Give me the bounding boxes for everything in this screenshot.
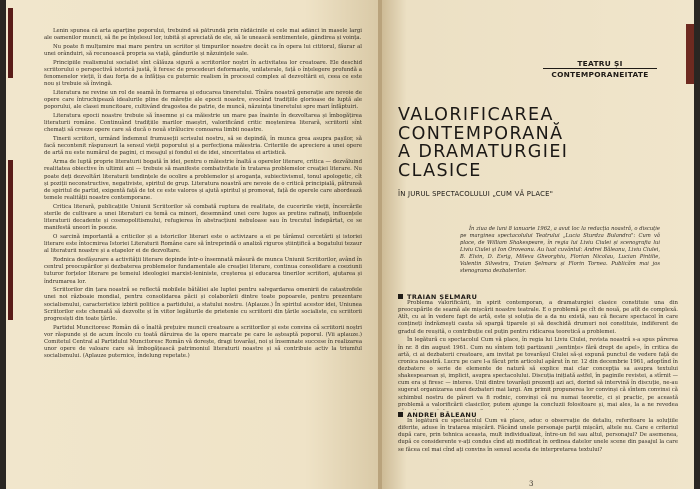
binding-mark — [8, 160, 13, 320]
paragraph: Partidul Muncitoresc Român dă o înaltă prețuire muncii creatoare a scriitorilor și este convins că scriitorii noștri vor răspunde și de acum încolo cu toată dăruirea de la opere marcate pe care le așteaptă poporul. (Vii aplauze.) Comitetul Central al Partidului Muncitoresc Român vă dorește, dragi tovarăși, noi și însemnate succese în realizarea unor opere de valoare care să îmbogățească patrimoniul literaturii noastre și să contribuie activ la triumful socialismului. (Aplauze puternice, îndelung repetate.) — [44, 324, 362, 360]
title-line: VALORIFICAREA — [398, 105, 554, 125]
paragraph: Lenin spunea că arta aparține poporului, trebuind să pătrundă prin rădăcinile ei cele mai adânci în masele largi ale oamenilor muncii, să fie pe înțelesul lor, iubită și apreciată de ele, să le unească sentimentele, gândirea și voința. — [44, 28, 362, 42]
paragraph: În legătură cu spectacolul Cum vă place, aduc o observație de detaliu, referitoare la soluțiile diferite, aduse în tratarea mișcării. Făcând unele personaje parții mișcări, altele nu. Care e criteriul după care, prin tehnica aceasta, mult individualizat, între-un fel sau altul, personajul? De asemenea, după ce considerente v-ați condus cînd ați modificat în ordinea datelor unele scene din pasajul la care se făcea cel mai cînd ați convins în sensul acesta de interpretarea textului? — [398, 418, 678, 453]
paragraph: O sarcină importantă a criticilor și a istoricilor literari este o activizare a ei pe tărâmul cercetării și istoriei literare este întocmirea Istoriei Literaturii Române care să întreprindă o analiză riguros științifică a bogatului tezaur al literaturii noastre și a etapelor ei de dezvoltare. — [44, 233, 362, 255]
rubric-line-2: CONTEMPORANEITATE — [551, 70, 649, 79]
article-intro — [460, 226, 660, 275]
rubric-line-1: TEATRU ȘI — [543, 59, 657, 69]
title-line: CLASICE — [398, 160, 482, 181]
right-page — [382, 0, 694, 489]
paragraph: În legătură cu spectacolul Cum vă place, în regia lui Liviu Ciulei, revista noastră s-a spus părerea în nr. 8 din august 1961. Cum nu sîntem toți partizanii „sentințe» fără drept de apel», în critica de artă, ci ai dezbaterii creatoare, am invitat pe tovarășul Ciulei să-și expună punctul de vedere față de cronica noastră. Lucru pe care l-a făcut prin articolul apărut în nr. 12 din decembrie 1961, adoptînd în dezbatere o serie de elemente de natură să explice mai clar concepția sa asupra textului shakespearean și, implicit, asupra spectacolului. Discuția inițiată astfel, în paginile revistei, a stîrnit — cum era și firesc — interes. Unii dintre tovarășii prezenți azi aci, dorind să intervină în discuție, ne-au sugerat organizarea unei dezbateri mai largi. Am primit propunerea lor convinși că sîntem convinsi că schimbul nostru de păreri va fi rodnic, convinși că nu numai teoretic, ci și practic, pe această problemă a valorificării clasicilor, putem ajunge la concluzii folositoare și, mai ales, la a ne revedea — [398, 337, 678, 408]
title-line: CONTEMPORANĂ — [398, 123, 564, 144]
speaker-name: ANDREI BĂLEANU — [407, 411, 477, 419]
title-line: A DRAMATURGIEI — [398, 142, 569, 162]
paragraph: Literatura ne revine un rol de seamă în formarea și educarea tineretului. Tînăra noastră generație are nevoie de opere care întruchipează idealurile pline de măreție ale epocii noastre, evocând tradițiile glorioase de luptă ale poporului, ale clasei muncitoare, cultivând dragostea de patrie, de muncă, năzuința tineretului spre mari înfăptuiri. — [44, 90, 362, 111]
paragraph: Critica literară, publicațiile Uniunii Scriitorilor să combată ruptura de realitate, de cuceririle vieții, încercările sterile de cultivare a unei literaturi cu temă ca minori, desemnând unei cere lugos as pretins rafinați, influențele literaturii decadente și cosmopolitismului, refugierea în abstracțiuni nebuloase sau în trecutul îndepărtat, ce se manifestă uneori în poezie. — [44, 203, 362, 232]
paragraph: Nu poate fi mulțumire mai mare pentru un scriitor și timpurilor noastre decât ca în opera lui cititorul, făurar al unei orânduiri, să recunoască propria sa viață, gândurile și năzuințele sale. — [44, 43, 362, 58]
page-number: 3 — [529, 480, 534, 488]
speaker-name: TRAIAN ȘELMARU — [407, 293, 478, 301]
article-subtitle: ÎN JURUL SPECTACOLULUI „CUM VĂ PLACE" — [398, 190, 554, 198]
binding-mark — [8, 8, 13, 78]
paragraph: Literatura epocii noastre trebuie să însemne și ca măiestrie un mare pas înainte în dezvoltarea și îmbogățirea literaturii române. Continuând tradițiile marilor maeștri, valorificând critic moștenirea literară, scriitorii sînt chemați să creeze opere care să ducă o nouă strălucire comoarea limbii noastre. — [44, 113, 362, 134]
paragraph: Principiile realismului socialist sînt călăuza sigură a scriitorilor noștri în activitatea lor creatoare. Ele deschid scriitorului o perspectivă istorică justă, îi feresc de procedeuri deformante, unilaterale, față o înțelegere profundă a fenomenelor vieții, îi dau forța de a înfățișa cu puternic realism în procesul complex al dezvoltării ei, ceea ce este nou și trebuie să învingă. — [44, 59, 362, 88]
paragraph: Rodnica desfășurare a activității literare depinde într-o însemnată măsură de munca Uniunii Scriitorilor, având în centrul preocupărilor și dezbaterea problemelor fundamentale ale creației literare, continua consolidare a coeziunii tuturor forțelor literare pe temeiul ideologiei marxist-leniniste, creșterea și educarea tinerilor scriitori, ajutarea și îndrumarea lor. — [44, 257, 362, 285]
speaker-text — [398, 300, 678, 410]
book-spread — [6, 0, 694, 489]
paragraph: Problema valorificării, în spirit contemporan, a dramaturgiei clasice constituie una din preocupările de seamă ale mișcării noastre teatrale. E o problemă pe cît de nouă, pe atît de complexă. Atît, cu ai în vedere fapt de artă, este și soluția de a da nu există, sau că fiecare spectacol în care conțineți îndrăznești cauta să spargă tiparele și să deschidă drumuri noi constituie, indiferent de gradul de reușită, o contribuție cel puțin pentru ridicarea teoretică a problemei. — [398, 300, 678, 335]
paragraph: Tinerii scriitori, urmând îndemnul frumuseții scrisului nostru, să se depindă, în munca grea asupra pașilor, să facă necontenit răspunsuri la sensul vieții poporului și a perfecționa măiestria. Criteriile de apreciere a unei opere de artă nu este numărul de pagini, ci mesajul și fondul ei de idei, sinceritatea ei artistică. — [44, 136, 362, 157]
bookmark-ribbon — [686, 24, 694, 84]
section-rubric — [533, 59, 667, 79]
square-bullet-icon — [398, 294, 403, 299]
left-page — [6, 0, 380, 489]
article-title — [398, 106, 648, 180]
paragraph: Arma de luptă proprie literaturii bogată în idei, pentru o măiestrie înaltă a operelor literare, critica — dezvăluind realitatea obiective în ultimii ani — trebuie să manifeste combativitate în tratarea problemelor creației literare. Nu poate deți dezvoltări literaturii tendințele de ocolire a problemelor și aroganța, subiectivismul, tonul apologetic, cît și poziții neconstructive, negativiste, spiritul de grup. Literatura noastră are nevoie de o critică principială, pătrunsă de spiritul de partid, exigentă față de tot ce este valoros și ajută spiritul și promovat, față de operele care abordează temele realității noastre contemporane. — [44, 159, 362, 201]
left-page-text — [44, 28, 362, 480]
square-bullet-icon — [398, 412, 403, 417]
intro-paragraph: În ziua de luni 8 ianuarie 1962, a avut loc la redacția noastră, o discuție pe marginea spectacolului Teatrului „Lucia Sturdza Bulandra": Cum vă place, de William Shakespeare, în regia lui Liviu Ciulei și scenografia lui Liviu Ciulei și Ion Oroveanu. Au luat cuvântul: Andrei Băleanu, Liviu Ciulei, B. Elvin, D. Esrig, Mileva Gheorghiu, Florian Nicolau, Lucian Pintilie, Valentin Silvestru, Traian Șelmaru și Florin Tornea. Publicăm mai jos stenograma dezbaterilor. — [460, 226, 660, 274]
speaker-text — [398, 418, 678, 474]
paragraph: Scriitorilor din țara noastră se reflectă mobilele bătăliei ale luptei pentru salvgardarea omenirii de catastrofele unei noi războaie mondial, pentru consolidarea păcii și colaborării dintre toate popoarele, pentru prezentare socialismului, caracteristice izbirii politice a partidului, a statului nostru. (Aplauze.) În spiritul acestor idei, Uniunea Scriitorilor este chemată să dezvolte și în viitor legăturile de prietenie cu scriitorii din țările socialiste, cu scriitorii progresiști din toate țările. — [44, 287, 362, 322]
